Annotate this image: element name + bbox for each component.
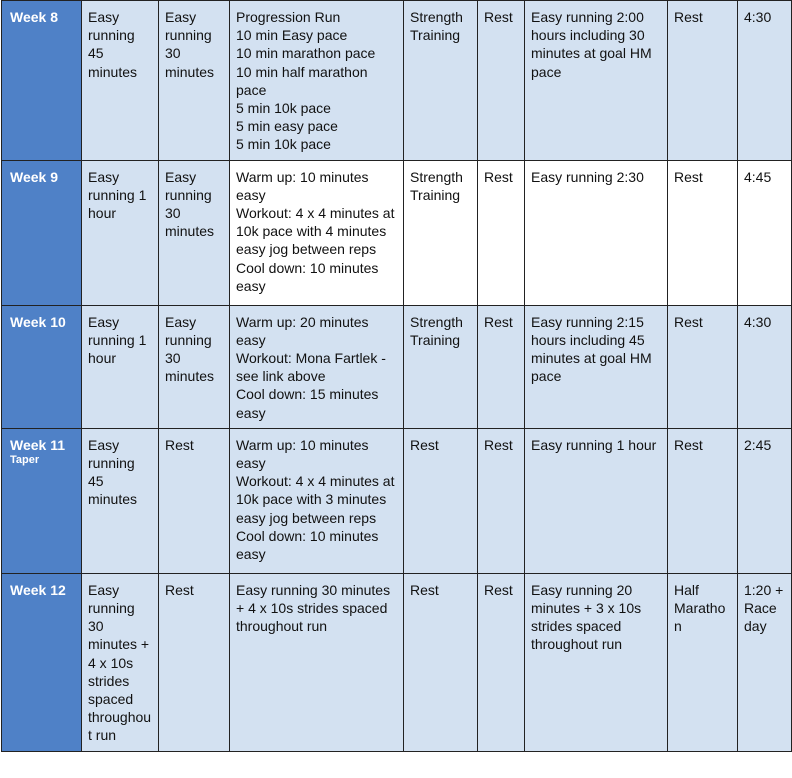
cell-day1: [82, 1, 159, 161]
cell-day2: [159, 160, 230, 305]
table-body: [2, 1, 792, 752]
cell-text: Easy running 1 hour: [88, 168, 147, 222]
table-row: [2, 1, 792, 161]
cell-total: [738, 1, 792, 161]
cell-text: Rest: [484, 168, 513, 185]
week-sublabel: Taper: [10, 454, 40, 467]
table-row: [2, 428, 792, 573]
cell-text: Rest: [165, 581, 194, 598]
cell-day4: [404, 305, 478, 428]
cell-day6: [525, 1, 668, 161]
cell-text: Easy running 1 hour: [531, 436, 657, 453]
cell-day5: [478, 1, 525, 161]
cell-text: Rest: [484, 581, 513, 598]
cell-text: Warm up: 10 minutes easy: [236, 436, 369, 472]
cell-text: Easy running 30 minutes: [165, 9, 215, 80]
cell-day6: [525, 305, 668, 428]
cell-day2: [159, 1, 230, 161]
cell-text: Strength Training: [410, 9, 463, 44]
cell-text: Easy running 2:00 hours including 30 minutes at goal HM pace: [531, 9, 652, 80]
week-label: Week 12: [10, 581, 66, 598]
cell-day6: [525, 428, 668, 573]
week-label-cell: [2, 1, 82, 161]
cell-text: 4:30: [744, 9, 772, 25]
cell-day2: [159, 305, 230, 428]
cell-day7: [668, 160, 738, 305]
cell-text: Easy running 2:30: [531, 168, 644, 185]
cell-text: 10 min Easy pace: [236, 27, 348, 44]
cell-day1: [82, 428, 159, 573]
cell-text: Cool down: 10 minutes easy: [236, 259, 379, 294]
cell-day5: [478, 305, 525, 428]
cell-total: [738, 305, 792, 428]
week-label-cell: [2, 305, 82, 428]
cell-day3: [230, 573, 404, 751]
cell-day3: [230, 428, 404, 573]
cell-total: [738, 573, 792, 751]
cell-day6: [525, 160, 668, 305]
week-label: Week 11: [10, 436, 66, 453]
cell-text: Cool down: 15 minutes easy: [236, 386, 379, 421]
cell-text: Warm up: 10 minutes easy: [236, 168, 369, 203]
cell-text: Easy running 20 minutes + 3 x 10s strides spaced throughout run: [531, 581, 642, 653]
cell-text: 4:45: [744, 168, 772, 185]
week-label: Week 8: [10, 9, 58, 25]
cell-day7: [668, 428, 738, 573]
cell-text: 5 min 10k pace: [236, 100, 331, 117]
cell-text: Warm up: 20 minutes easy: [236, 313, 369, 348]
cell-text: 5 min 10k pace: [236, 136, 331, 153]
cell-day5: [478, 160, 525, 305]
cell-text: Rest: [484, 436, 513, 453]
cell-day4: [404, 160, 478, 305]
cell-text: Easy running 30 minutes: [165, 313, 215, 385]
cell-day5: [478, 428, 525, 573]
cell-text: Rest: [674, 168, 703, 185]
cell-text: Easy running 45 minutes: [88, 9, 138, 80]
cell-day3: [230, 305, 404, 428]
cell-day7: [668, 1, 738, 161]
cell-text: Workout: 4 x 4 minutes at 10k pace with 3 minutes easy jog between reps: [236, 473, 395, 526]
table-row: [2, 305, 792, 428]
cell-text: Easy running 1 hour: [88, 313, 147, 367]
cell-text: Strength Training: [410, 168, 463, 203]
cell-text: Rest: [484, 9, 513, 25]
table-row: [2, 160, 792, 305]
cell-day5: [478, 573, 525, 751]
cell-day3: [230, 160, 404, 305]
cell-day1: [82, 305, 159, 428]
cell-text: Rest: [410, 581, 439, 598]
cell-text: Workout: 4 x 4 minutes at 10k pace with 4 minutes easy jog between reps: [236, 205, 395, 258]
table-row: [2, 573, 792, 751]
cell-text: Easy running 2:15 hours including 45 minutes at goal HM pace: [531, 313, 652, 385]
cell-text: Rest: [165, 436, 194, 453]
cell-text: Rest: [484, 313, 513, 330]
cell-day2: [159, 573, 230, 751]
cell-day6: [525, 573, 668, 751]
cell-text: Easy running 30 minutes + 4 x 10s strides spaced throughout run: [88, 581, 152, 744]
cell-text: 4:30: [744, 313, 772, 330]
cell-day4: [404, 1, 478, 161]
cell-text: Easy running 30 minutes: [165, 168, 215, 240]
cell-day7: [668, 573, 738, 751]
cell-day7: [668, 305, 738, 428]
cell-day1: [82, 160, 159, 305]
week-label-cell: [2, 573, 82, 751]
cell-text: Rest: [674, 436, 703, 453]
cell-day1: [82, 573, 159, 751]
cell-text: Easy running 30 minutes + 4 x 10s strides spaced throughout run: [236, 581, 391, 635]
cell-text: 10 min marathon pace: [236, 45, 376, 62]
cell-text: Easy running 45 minutes: [88, 436, 138, 508]
cell-text: Workout: Mona Fartlek - see link above: [236, 350, 386, 385]
cell-text: 10 min half marathon pace: [236, 63, 368, 98]
cell-total: [738, 428, 792, 573]
cell-text: Rest: [410, 436, 439, 453]
cell-text: Strength Training: [410, 313, 463, 348]
cell-total: [738, 160, 792, 305]
training-plan-table: [1, 0, 792, 752]
cell-day4: [404, 573, 478, 751]
week-label: Week 10: [10, 313, 66, 330]
cell-text: Rest: [674, 9, 703, 25]
cell-text: Progression Run: [236, 9, 341, 25]
cell-text: 1:20 + Race day: [744, 581, 784, 635]
cell-text: 5 min easy pace: [236, 118, 338, 135]
cell-text: Cool down: 10 minutes easy: [236, 527, 379, 563]
cell-text: 2:45: [744, 436, 772, 453]
week-label-cell: [2, 160, 82, 305]
cell-text: Half Marathon: [674, 581, 726, 635]
week-label-cell: [2, 428, 82, 573]
cell-day4: [404, 428, 478, 573]
cell-day3: [230, 1, 404, 161]
cell-day2: [159, 428, 230, 573]
cell-text: Rest: [674, 313, 703, 330]
week-label: Week 9: [10, 168, 58, 185]
